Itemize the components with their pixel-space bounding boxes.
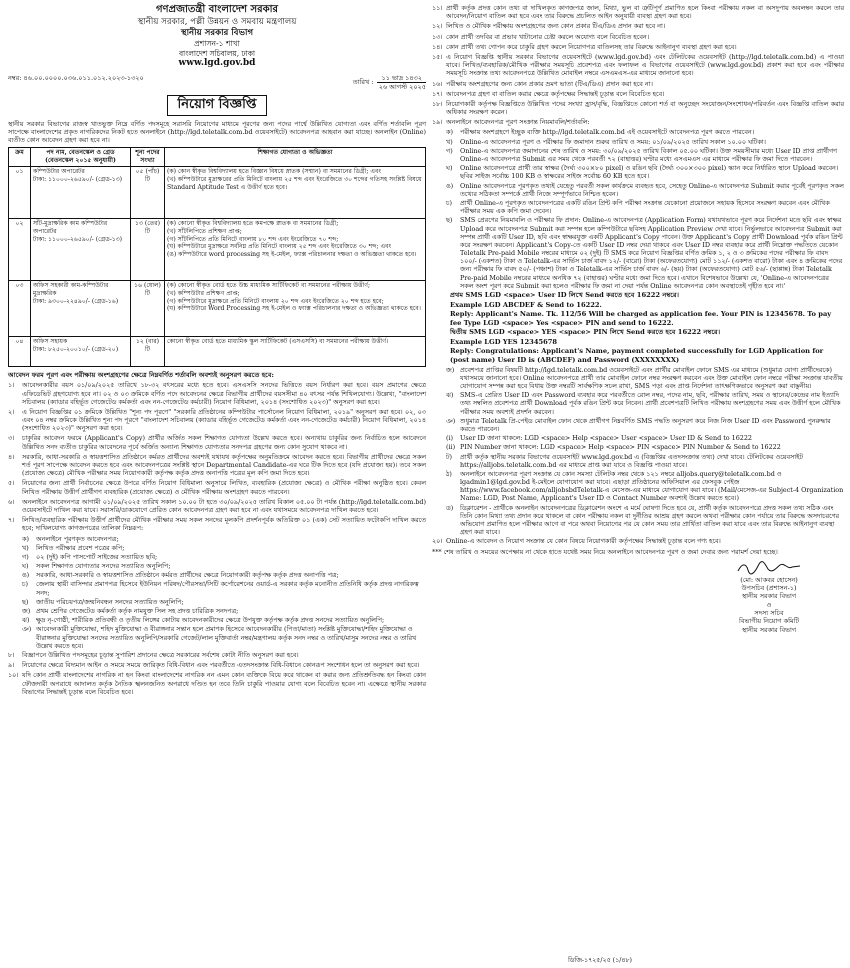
rule-item-number: ১৭। [432,89,443,98]
post-pay-scale: টাকা: ৮২৫০-২০০১০/- (গ্রেড-২০) [33,345,119,353]
qualification-line: (ঘ) কম্পিউটারে Word Processing সহ ই-মেইল ও ফ্যাক্স পরিচালনার দক্ষতা ও অভিজ্ঞতা থাকতে হবে। [167,305,421,313]
rule-item-text: আবেদনপত্র গ্রহণ বা বাতিল করার ক্ষেত্রে কর্তৃপক্ষের সিদ্ধান্তই চূড়ান্ত বলে বিবেচিত হবে। [446,89,665,98]
online-sub-item [432,504,844,537]
rule-item-text: কোন প্রার্থী তথ্য গোপন করে চাকুরি গ্রহণ করলে নিয়োগপত্র বাতিলসহ তার বিরুদ্ধে আইনানুগ ব্যবস্থা গ্রহণ করা হবে। [446,42,737,51]
online-rules-list [432,128,844,290]
post-qualification [165,218,426,280]
qualification-line: (ঘ) কম্পিউটারে মুদ্রাক্ষরে সর্বনিম্ন প্রতি মিনিটে বাংলায় ২৫ শব্দ এবং ইংরেজিতে ৩০ শব্দ; এবং [167,243,392,251]
rule7-sub-item-number: খ) [22,543,29,552]
sms-second-reply: Reply: Congratulations: Applicant's Name, payment completed successfully for LGD Application for (post name) User ID is (ABCDEF) and Password (XXXXXXXX) [450,347,824,365]
rule-item [8,453,426,478]
rule7-sub-item-number: চ) [22,580,28,589]
date-label: তারিখ : [352,78,374,87]
rule7-sub-item-text: লিখিত পরীক্ষার প্রবেশ পত্রের কপি; [36,543,125,552]
rule-item-number: ৩। [8,434,15,443]
rule-item-text: আবেদনকারীর বয়স ০১/০৯/২০২৫ তারিখে ১৮-৩২ বৎসরের মধ্যে হতে হবে। এসএসসি সনদের ভিত্তিতে বয়স নির্ধারণ করা হবে। বয়স প্রমাণের ক্ষেত্রে এফিডেভিট গ্রহণযোগ্য হবে না। ০২ ও ০৩ ক্রমিকে বর্ণিত পদে আবেদনের ক্ষেত্রে বিভাগীয় প্রার্থীদের বয়সসীমা ৪০ বৎসর পর্যন্ত শিথিলযোগ্য। উল্লেখ্য, "বাংলাদেশ সচিবালয় (ক্যাডার বহির্ভূত গেজেটেড কর্মকর্তা এবং নন-গেজেটেড কর্মচারী) নিয়োগ বিধিমালা, ২০১৪ (সংশোধিত ২০২৩)" অনুসরণ করা হবে। [22,381,426,406]
signature-block [694,560,844,634]
online-sub-item [432,216,844,290]
rule7-sub-item-number: গ) [22,552,29,561]
signatory-designation-5: স্থানীয় সরকার বিভাগ [741,625,797,634]
online-sub-item [432,470,844,503]
qualification-line: (ক) কোনো স্বীকৃত বোর্ড হতে উচ্চ মাধ্যমিক সার্টিফিকেট বা সমমানের পরীক্ষায় উত্তীর্ণ; [167,281,371,289]
qualification-line: কোনো স্বীকৃত বোর্ড হতে মাধ্যমিক স্কুল সার্টিফিকেট (এসএসসি) বা সমমানের পরীক্ষায় উত্তীর্ণ। [167,337,389,345]
post-vacancy-count: ১৩ (তের) টি [131,218,165,280]
rule7-sub-item [8,553,426,561]
rule7-sub-item-text: ০২ (দুই) কপি পাসপোর্ট সাইজের সত্যায়িত ছবি; [36,552,158,561]
online-sub-item-text: শুধুমাত্র Teletalk প্রি-পেইড মোবাইল ফোন থেকে প্রার্থীগণ নিম্নবর্ণিত SMS পদ্ধতি অনুসরণ করে নিজ নিজ User ID এবং Password পুনরুদ্ধার করতে পারবেন। [460,416,831,433]
rule-item-text: লিখিত/ব্যবহারিক পরীক্ষায় উত্তীর্ণ প্রার্থীদের মৌখিক পরীক্ষার সময় সকল সনদের মূলকপি প্রদর্শনপূর্বক অতিরিক্ত ০১ (এক) সেট সত্যায়িত ফটোকপি দাখিল করতে হবে; দাখিলযোগ্য কাগজপত্রের তালিকা নিম্নরূপ: [22,516,426,533]
rule7-sub-item-number: ঞ) [22,625,32,634]
rule7-sub-item [8,535,426,543]
post-pay-scale: টাকা: ৯৩০০-২২৪৯০/- (গ্রেড-১৬) [33,297,119,305]
online-sub-item-number: ক) [446,128,453,137]
rule-item-number: ১২। [432,22,443,31]
col-header-post: পদ নাম, বেতনস্কেল ও গ্রেড (বেতনস্কেল ২০১৫ অনুযায়ী) [31,148,131,167]
recover-item-number: (ii) [446,443,456,452]
rule-item [8,479,426,495]
rule-item-number: ১৮। [432,99,443,108]
rule-item [432,100,844,116]
date-bangla: ১১ ভাদ্র ১৪৩২ [377,74,426,83]
post-name: সাঁট-মুদ্রাক্ষরিক কাম কম্পিউটার অপারেটর [33,219,108,235]
rule-item-text: সরকারি, আধা-সরকারি ও স্বায়ত্তশাসিত প্রতিষ্ঠানে কর্মরত প্রার্থীদের অবশ্যই যথাযথ কর্তৃপক্ষের অনুমতিক্রমে আবেদন করতে হবে। বিভাগীয় প্রার্থীদের ক্ষেত্রে সকল শর্ত পূরণ সাপেক্ষে আবেদন করতে হবে এবং আবেদনপত্রের সংশ্লিষ্ট স্থানে Departmental Candidate-এর ঘরে টিক দিতে হবে (যদি প্রযোজ্য হয়)। তবে সকল (প্রযোজ্য ক্ষেত্রে) মৌখিক পরীক্ষার সময় নিয়োগকারী কর্তৃপক্ষ কর্তৃক প্রদত্ত অনাপত্তি পত্রের মূল কপি জমা দিতে হবে। [22,452,426,478]
rule7-sub-item-text: প্রথম শ্রেণির গেজেটেড কর্মকর্তা কর্তৃক নামযুক্ত সিল সহ প্রদত্ত চারিত্রিক সনদপত্র; [36,607,239,616]
signatory-name: (মো: আকবর হোসেন) [740,575,798,584]
online-sub-item [432,417,844,433]
online-sub-item-number: ঞ) [446,416,456,425]
signatory-designation-4: বিভাগীয় নিয়োগ কমিটি [738,617,800,626]
online-sub-item-text: প্রবেশপত্র প্রাপ্তির বিষয়টি http://lgd.teletalk.com.bd ওয়েবসাইটে এবং প্রার্থীর মোবাইল ফোনে SMS এর মাধ্যমে (শুধুমাত্র যোগ্য প্রার্থীদেরকে) যথাসময়ে জানানো হবে। Online আবেদনপত্রে প্রার্থী তার মোবাইল ফোনে নম্বর সংরক্ষণ করবেন এবং উক্ত মোবাইল ফোন নম্বরে পরীক্ষা সংক্রান্ত যাবতীয় যোগাযোগ সম্পন্ন করা হবে বিধায় উক্ত নম্বরটি সার্বক্ষণিক সচল রাখা, SMS পড়া এবং প্রাপ্ত নির্দেশনা তাৎক্ষণিকভাবে অনুসরণ করা বাঞ্ছনীয়। [460,365,843,390]
note: *** শেষ তারিখ ও সময়ের অপেক্ষায় না থেকে হাতে যথেষ্ট সময় নিয়ে অনলাইনে আবেদনপত্র পূরণ ও জমা দেবার জন্য পরামর্শ দেয়া হচ্ছে। [432,547,778,556]
right-rules-list [432,4,844,126]
rule-item-number: ৬। [8,497,15,506]
rule-item-number: ১৯। [432,118,443,127]
rule-item [8,671,426,696]
date-english: ২৬ আগস্ট ২০২৫ [378,82,426,91]
rule-item-text: পরীক্ষায় অংশগ্রহণের জন্য কোন প্রকার ভ্রমণ ভাতা (টিএ/ডিএ) প্রদান করা হবে না। [446,79,653,88]
rule-item-number: ২। [8,407,15,416]
rule-item-number: ১৪। [432,42,443,51]
rule-item [8,651,426,659]
qualification-line: (গ) সাঁটলিপিতে প্রতি মিনিটে বাংলায় ৮০ শব্দ এবং ইংরেজিতে ৭০ শব্দ; [167,235,339,243]
rule7-sub-item [8,562,426,570]
rule7-sub-item-number: ছ) [22,597,29,606]
online-sub-item-text: ডিক্লারেশন - প্রার্থীকে অনলাইন আবেদনপত্রের ডিক্লারেশন অংশে এ মর্মে ঘোষণা দিতে হবে যে, প্রার্থী কর্তৃক আবেদনপত্রে প্রদত্ত সকল তথ্য সঠিক এবং তিনি কোন মিথ্যা তথ্য প্রদান করে থাকলে বা কোন পরীক্ষায় নকল বা দুর্নীতির আশ্রয় গ্রহণ করলে অথবা পরীক্ষার কোন পর্যায়ে তার বিরুদ্ধে অসদাচরণের অভিযোগ প্রমাণিত হলে পরীক্ষার আগে বা পরে অথবা নিয়োগের পর যে কোন সময় তার প্রার্থিতা বাতিল করা যাবে এবং তার বিরুদ্ধে আইনানুগ ব্যবস্থা গ্রহণ করা যাবে। [460,503,840,537]
rule-item-number: ৪। [8,452,15,461]
rule-item [8,498,426,514]
rule7-sub-item [8,616,426,624]
online-sub-item [432,453,844,469]
online-sub-item-text: Online আবেদনপত্রে প্রার্থী তার স্বাক্ষর (দৈর্ঘ্য ৩০০×৮০ pixel) ও রঙিন ছবি (দৈর্ঘ্য ৩০০×৩০০ pixel) স্ক্যান করে নির্ধারিত স্থানে Upload করবেন। ছবির সাইজ সর্বোচ্চ 100 KB ও স্বাক্ষরের সাইজ সর্বোচ্চ 60 KB হতে হবে। [460,164,839,181]
rule-item [8,408,426,433]
division-name: স্থানীয় সরকার বিভাগ [180,27,254,38]
rule-item-text: যদি কোন প্রার্থী বাংলাদেশের নাগরিক না হন কিংবা বাংলাদেশের নাগরিক নন এমন কোন ব্যক্তিকে বিয়ে করে থাকেন বা করার জন্য প্রতিশ্রুতিবদ্ধ হন কিংবা কোন ফৌজদারী অপরাধে আদালত কর্তৃক নৈতিক স্খলনজনিত অপরাধে দণ্ডিত হন তবে তিনি চাকুরি পাওয়ার যোগ্য বলে বিবেচিত হবেন না। এক্ষেত্রে স্থানীয় সরকার বিভাগের সিদ্ধান্তই চূড়ান্ত বলে বিবেচিত হবে। [22,671,426,696]
online-sub-item [432,391,844,416]
online-sub-item-text: Online-এ আবেদনপত্র জমাদানের শেষ তারিখ ও সময়: ৩০/০৯/২০২৫ তারিখ বিকাল ০৫.০০ ঘটিকা। উক্ত সময়সীমার মধ্যে User ID প্রাপ্ত প্রার্থীগণ Online-এ আবেদনপত্র Submit এর সময় থেকে পরবর্তী ৭২ (বাহাত্তর) ঘণ্টার মধ্যে এসএমএস এর মাধ্যমে পরীক্ষার ফি জমা দিতে পারবেন। [460,146,838,163]
rule-item-number: ৫। [8,479,15,488]
rule7-sub-item-number: ক) [22,534,29,543]
col-header-count: শূন্য পদের সংখ্যা [131,148,165,167]
post-qualification [165,166,426,218]
govt-name: গণপ্রজাতন্ত্রী বাংলাদেশ সরকার [156,4,278,15]
post-pay-scale: টাকা: ১১০০০-২৬৫৯০/- (গ্রেড-১৩) [33,175,123,183]
online-sub-item-number: ঝ) [446,391,454,400]
rule-item-text: অনলাইনে আবেদনপত্র আগামী ০১/০৯/২০২৫ তারিখ সকাল ১০.০০ টা হতে ৩০/০৯/২০২৫ তারিখ বিকাল ০৫.০০ টা পর্যন্ত (http://lgd.teletalk.com.bd) ওয়েবসাইটে দাখিল করা যাবে। সরাসরি/ডাকযোগে প্রেরিত কোন আবেদনপত্র গ্রহণ করা হবে না এবং যথাসময়ে আবেদনপত্র দাখিল করতে হবে। [22,497,426,514]
online-sub-item-number: ড) [446,503,454,512]
sms-second-label: দ্বিতীয় SMS LGD <space> YES <space> PIN লিখে Send করতে হবে 16222 নম্বরে। [450,328,721,337]
online-sub-item [432,147,844,163]
table-row [9,280,426,336]
online-sub-item-number: গ) [446,146,453,155]
post-vacancy-count: ১২ (বার) টি [131,336,165,366]
rule-item-number: ১০। [8,671,19,680]
online-sub-item [432,138,844,146]
recover-item [432,434,844,442]
recover-list [432,434,844,451]
rule-item [432,4,844,20]
online-sub-item-number: খ) [446,137,453,146]
online-rules-list-c [432,453,844,537]
rule7-sub-item-text: জাতীয় পরিচয়পত্র/জন্মনিবন্ধন সনদের সত্যায়িত অনুলিপি; [36,597,184,606]
online-sub-item-number: ঘ) [446,164,453,173]
rule7-sub-item-number: জ) [22,607,31,616]
post-serial: ০১ [9,166,31,218]
notice-title: নিয়োগ বিজ্ঞপ্তি [167,95,268,116]
rules-list [8,381,426,532]
rule-item-number: ৯। [8,661,15,670]
rule7-sub-item-text: ক্ষুদ্র নৃ-গোষ্ঠী, শারীরিক প্রতিবন্ধী ও তৃতীয় লিঙ্গের কোটায় আবেদনকারীদের ক্ষেত্রে উপযুক্ত কর্তৃপক্ষ কর্তৃক প্রদত্ত সনদের সত্যায়িত অনুলিপি; [36,616,385,625]
table-row [9,336,426,366]
rule7-sub-item [8,544,426,552]
rule-item-number: ১। [8,381,15,390]
online-sub-item-text: প্রার্থী Online-এ পূরণকৃত আবেদনপত্রের একটি রঙিন প্রিন্ট কপি পরীক্ষা সংক্রান্ত যেকোনো প্রয়োজনে সহায়ক হিসেবে সংরক্ষণ করবেন এবং মৌখিক পরীক্ষার সময় এক কপি জমা দেবেন। [460,198,830,216]
posts-table [8,147,426,367]
online-rules-list-b [432,366,844,434]
qualification-line: (খ) কম্পিউটারে মুদ্রাক্ষরের প্রতি মিনিটে বাংলায় ২৫ শব্দ এবং ইংরেজিতে ৩০ শব্দের গতিসহ সংশ্লিষ্ট বিষয়ে Standard Aptitude Test এ উত্তীর্ণ হতে হবে। [167,175,422,191]
rule7-sub-item-text: সকল শিক্ষাগত যোগ্যতার সনদের সত্যায়িত অনুলিপি; [36,562,171,571]
rule-item-number: ১১। [432,4,443,12]
notice-title-bar [8,95,426,116]
table-row [9,166,426,218]
rule-item [8,434,426,450]
table-row [9,218,426,280]
sms-first-example: Example LGD ABCDEF & Send to 16222. [450,300,602,309]
online-sub-item-text: অনলাইনে আবেদনপত্র পূরণ সংক্রান্ত যে কোন সমস্যা টেলিটক নম্বর থেকে ১২১ নম্বরে alljobs.query@teletalk.com.bd ও lgadmin1@lgd.gov.bd ই-মেইলে যোগাযোগ করা যাবে। এছাড়া প্রতিষ্ঠানের অফিসিয়াল এর ফেসবুক পেইজ https://www.facebook.com/alljobsbdTeletalk-এ মেসেজ-এর মাধ্যমে যোগাযোগ করা যাবে। (Mail/মেসেজ-এর Subject-4 Organization Name: LGD, Post Name, Applicant's User ID ও Contact Number অবশ্যই উল্লেখ করতে হবে।) [460,469,844,503]
rule7-sub-item [8,571,426,579]
rule-item-number: ২০। [432,537,443,546]
post-name: অফিস সহকারী কাম-কম্পিউটার মুদ্রাক্ষরিক [33,281,109,297]
online-sub-item-number: ট) [446,452,452,461]
rule-item [432,53,844,78]
website: www.lgd.gov.bd [178,57,256,68]
signature-icon [734,560,804,576]
qualification-line: (ক) কোন স্বীকৃত বিশ্ববিদ্যালয় হতে বিজ্ঞান বিষয়ে স্নাতক (সম্মান) বা সমমানের ডিগ্রী; এবং [167,167,381,175]
post-qualification [165,280,426,336]
rule-item-text: বিজ্ঞাপনে উল্লিখিত পদসমূহের চূড়ান্ত সুপারিশ প্রদানের ক্ষেত্রে সরকারের সর্বশেষ কোটা নীতি অনুসরণ করা হবে। [22,650,299,659]
rule-item-text: এ নিয়োগ বিজ্ঞপ্তি স্থানীয় সরকার বিভাগের ওয়েবসাইটে (www.lgd.gov.bd) এবং টেলিটকের ওয়েবসাইট (http://lgd.teletalk.com.bd) এ পাওয়া যাবে। লিখিত/ব্যবহারিক/মৌখিক পরীক্ষার সময়সূচি প্রবেশপত্র এবং ফলাফল এ বিভাগের ওয়েবসাইটে (www.lgd.gov.bd) প্রকাশ করা হবে এবং পরীক্ষার সময়সূচি সংক্রান্ত তথ্য আবেদনপত্রে উল্লিখিত মোবাইল নম্বরে এসএমএস-এর মাধ্যমে জানানো হবে। [446,52,844,78]
recover-item-number: (i) [446,434,454,443]
rule-item-number: ১৩। [432,32,443,41]
online-sub-item-number: ঙ) [446,181,454,190]
rules-list-b [8,651,426,696]
post-pay-scale: টাকা: ১১০০০-২৬৫৯০/- (গ্রেড-১৩) [33,235,123,243]
col-header-qualification: শিক্ষাগত যোগ্যতা ও অভিজ্ঞতা [165,148,426,167]
qualification-line: (ঙ) কম্পিউটারে word processing সহ ই-মেইল, ফ্যাক্স পরিচালনার দক্ষতা ও অভিজ্ঞতা থাকতে হবে। [167,251,417,259]
date-box [377,74,426,92]
rules-heading: আবেদন ফরম পূরণ এবং পরীক্ষায় অংশগ্রহণের ক্ষেত্রে নিম্নবর্ণিত শর্তাবলি অবশ্যই অনুসরণ করতে হবে: [8,370,274,379]
sms-second-example: Example LGD YES 12345678 [450,337,558,346]
footer-code: ডিজি-১৭২৫/২৫ (১/৪৮) [568,957,632,964]
online-sub-item-text: Online আবেদনপত্রে পূরণকৃত তথ্যই যেহেতু পরবর্তী সকল কার্যক্রমে ব্যবহৃত হবে, সেহেতু Online-এ আবেদনপত্র Submit করার পূর্বেই পূরণকৃত সকল তথ্যের সঠিকতা সম্পর্কে প্রার্থী নিজে সম্পূর্ণভাবে নিশ্চিত হবেন। [460,181,844,198]
rule-item-text: প্রার্থী কর্তৃক প্রদত্ত কোন তথ্য বা দাখিলকৃত কাগজপত্র জাল, মিথ্যা, ভুল বা ত্রুটিপূর্ণ প্রমাণিত হলে কিংবা পরীক্ষায় নকল বা অসদুপায় অবলম্বন করলে তার আবেদন/নিয়োগ বাতিল করা হবে এবং তার বিরুদ্ধে প্রচলিত আইন অনুযায়ী ব্যবস্থা গ্রহণ করা হবে। [446,4,844,21]
qualification-line: (খ) সাঁটলিপিতে প্রশিক্ষণ প্রাপ্ত; [167,227,242,235]
signatory-and: ও [766,600,772,609]
rule-item-text: নিয়োগের জন্য প্রার্থী নির্বাচনের ক্ষেত্রে উপরে বর্ণিত নিয়োগ বিধিমালা অনুসারে লিখিত, ব্যবহারিক (প্রযোজ্য ক্ষেত্রে) ও মৌখিক পরীক্ষা অনুষ্ঠিত হবে। কেবল লিখিত পরীক্ষায় উত্তীর্ণ প্রার্থীগণ ব্যবহারিক (প্রযোজ্য ক্ষেত্রে) ও মৌখিক পরীক্ষায় অংশগ্রহণ করতে পারবেন। [22,479,426,496]
post-serial: ০৩ [9,280,31,336]
sms-first-reply: Reply: Applicant's Name. Tk. 112/56 Will be charged as application fee. Your PIN is 12345678. To pay fee Type LGD <space> Yes <space> PIN and send to 16222. [450,310,832,327]
rule7-sublist [8,535,426,650]
right-rules-list-b [432,537,844,545]
rule-item-number: ৭। [8,516,15,525]
rule-item [432,22,844,30]
rule-item [432,118,844,126]
memo-number: নম্বর: ৪৬.০০.০০০০.০৩৬.০১১.০১২.২০২৩-১৩২০ [8,73,144,82]
online-sub-item-text: প্রার্থী কর্তৃক স্থানীয় সরকার বিভাগের ওয়েবসাইট www.lgd.gov.bd এ (বিজ্ঞপ্তির এতদসংক্রান্ত তথ্য) দেখা যাবে। টেলিটকের ওয়েবসাইট https://alljobs.teletalk.com.bd এর মাধ্যমে প্রাপ্ত করা যাবে ও বিজ্ঞপ্তি পাওয়া যাবে। [460,452,803,469]
rule-item [8,381,426,406]
post-serial: ০৪ [9,336,31,366]
online-sub-item-text: SMS প্রেরণের নিয়মাবলি ও পরীক্ষার ফি প্রদান: Online-এ আবেদনপত্র (Application Form) যথাযথভাবে পূরণ করে নির্দেশনা মতে ছবি এবং স্বাক্ষর Upload করে আবেদনপত্র Submit করা সম্পন্ন হলে কম্পিউটারে ছবিসহ Application Preview দেখা যাবে। নির্ভুলভাবে আবেদনপত্র Submit করা সম্পন্ন প্রার্থী একটি User ID, ছবি এবং স্বাক্ষরযুক্ত একটি Applicant's Copy পাবেন। উক্ত Applicant's Copy প্রার্থী Download পূর্বক রঙিন প্রিন্ট করে সংরক্ষণ করবেন। Applicant's Copy-তে একটি User ID নম্বর দেয়া থাকবে এবং User ID নম্বর ব্যবহার করে প্রার্থী নিম্নোক্ত পদ্ধতিতে যেকোন Teletalk Pre-paid Mobile নম্বরের মাধ্যমে ০২ (দুই) টি SMS করে নিয়োগ বিজ্ঞপ্তির বর্ণিত ক্রমিক ১, ২ ও ৩ ক্রমিকের পদের পরীক্ষার ফি বাবদ ১০০/- (একশত) টাকা ও Teletalk-এর সার্ভিস চার্জ বাবদ ১২/- (বারো) টাকা (অফেরতযোগ্য) মোট ১১২/- (একশত বারো) টাকা এবং ৪ ক্রমিকের পদের জন্য পরীক্ষার ফি বাবদ ৫০/- (পঞ্চাশ) টাকা ও Teletalk-এর সার্ভিস চার্জ বাবদ ৬/- (ছয়) টাকা (অফেরতযোগ্য) মোট ৫৬/- (ছাপ্পান্ন) টাকা Teletalk Pre-paid Mobile নম্বরের মাধ্যমে অনধিক ৭২ (বাহাত্তর) ঘণ্টার মধ্যে জমা দিতে হবে। এখানে বিশেষভাবে উল্লেখ্য যে, 'Online-এ আবেদনপত্রের সকল অংশ পূরণ করে Submit করা হলেও পরীক্ষার ফি জমা না দেয়া পর্যন্ত Online আবেদনপত্র কোন অবস্থাতেই গৃহীত হবে না।' [460,216,843,290]
post-cell [31,280,131,336]
online-sub-item-number: জ) [446,365,455,374]
online-sub-item [432,164,844,180]
rule7-sub-item-text: অনলাইনে পূরণকৃত আবেদনপত্র; [36,534,119,543]
rule-item [432,80,844,88]
rule7-sub-item [8,598,426,606]
rule-item-number: ১৫। [432,52,443,61]
rule-item [432,33,844,41]
ministry-name: স্থানীয় সরকার, পল্লী উন্নয়ন ও সমবায় মন্ত্রণালয় [137,16,297,27]
online-sub-item [432,128,844,136]
col-header-sl: ক্রম [9,148,31,167]
qualification-line: (খ) কম্পিউটার প্রশিক্ষণ প্রাপ্ত; [167,289,240,297]
table-header-row [9,148,426,167]
rule-item-number: ১৬। [432,79,443,88]
address: বাংলাদেশ সচিবালয়, ঢাকা [178,48,256,58]
post-vacancy-count: ০৫ (পাঁচ) টি [131,166,165,218]
signatory-designation-2: স্থানীয় সরকার বিভাগ [741,592,797,601]
rule-item-text: লিখিত ও মৌখিক পরীক্ষায় অংশগ্রহণের জন্য কোন প্রকার টিএ/ডিএ প্রদান করা হবে না। [446,22,666,31]
qualification-line: (ক) কোনো স্বীকৃত বিশ্ববিদ্যালয় হতে কমপক্ষে স্নাতক বা সমমানের ডিগ্রী; [167,219,339,227]
rule-item [432,90,844,98]
rule-item [8,516,426,532]
rule-item-text: নিয়োগকারী কর্তৃপক্ষ বিজ্ঞপ্তিতে উল্লিখিত পদের সংখ্যা হ্রাস/বৃদ্ধি, বিজ্ঞপ্তিতে কোনো শর্ত বা অনুচ্ছেদ সংযোজন/সংশোধন/পরিবর্তন এবং বিজ্ঞপ্তি বাতিল করার অধিকার সংরক্ষণ করেন। [446,99,844,117]
left-column [8,4,426,698]
rule7-sub-item-text: সরকারি, আধা-সরকারি ও স্বায়ত্তশাসিত প্রতিষ্ঠানে কর্মরত প্রার্থীদের ক্ষেত্রে নিয়োগকারী কর্তৃপক্ষ কর্তৃক প্রদত্ত অনাপত্তি পত্র; [36,571,339,580]
post-qualification [165,336,426,366]
sms-first-label: প্রথম SMS LGD <space> User ID লিখে Send করতে হবে 16222 নম্বরে। [450,291,680,299]
intro-paragraph: স্থানীয় সরকার বিভাগের রাজস্ব খাতভুক্ত নিম্নে বর্ণিত পদসমূহে সরাসরি নিয়োগের মাধ্যমে পূরণের জন্য পদের পার্শ্বে উল্লিখিত যোগ্যতা এবং বর্ণিত শর্তাবলি পূরণ সাপেক্ষে বাংলাদেশের প্রকৃত নাগরিকদের নিকট হতে অনলাইনে (http://lgd.teletalk.com.bd ওয়েবসাইটে) আবেদনপত্র আহবান করা যাচ্ছে। অনলাইন (Online) ব্যতীত কোন আবেদন গ্রহণ করা হবে না। [8,119,426,145]
rule-item-text: চাকুরির আবেদন ফরমে (Applicant's Copy) প্রার্থীর অর্জিত সকল শিক্ষাগত যোগ্যতা উল্লেখ করতে হবে। অন্যথায় চাকুরির জন্য নির্বাচিত হলে আবেদনে উল্লিখিত সনদ ব্যতীত চাকুরির আবেদনের পূর্বে অর্জিত অন্যান্য শিক্ষাগত যোগ্যতার সনদপত্র গ্রহণের জন্য কোন সুযোগ থাকবে না। [22,434,426,451]
post-cell [31,166,131,218]
letterhead [8,4,426,70]
post-name: অফিস সহায়ক [33,337,68,345]
post-cell [31,336,131,366]
online-sub-item-text: SMS-এ প্রেরিত User ID এবং Password ব্যবহার করে পরবর্তীতে রোল নম্বর, পদের নাম, ছবি, পরীক্ষার তারিখ, সময় ও স্থানের/কেন্দ্রের নাম ইত্যাদি তথ্য সম্বলিত প্রবেশপত্র প্রার্থী Download পূর্বক রঙিন প্রিন্ট করে নিবেন। প্রার্থী প্রবেশপত্রটি লিখিত পরীক্ষায় অংশগ্রহণের সময় এবং উত্তীর্ণ হলে মৌখিক পরীক্ষার সময় অবশ্যই প্রদর্শন করবেন। [460,391,841,416]
recover-item-text: PIN Number জানা থাকলে: LGD <space> Help <space> PIN <space> PIN Number & Send to 16222 [460,443,781,452]
rule7-sub-item-text: আবেদনকারী মুক্তিযোদ্ধা, শহিদ মুক্তিযোদ্ধা ও বীরাঙ্গনার সন্তান হলে প্রমাণক হিসেবে আবেদনকারীর (পিতা/মাতা) সংশ্লিষ্ট মুক্তিযোদ্ধা/শহিদ মুক্তিযোদ্ধা ও বীরাঙ্গনার মুক্তিযোদ্ধা সনদের সত্যায়িত অনুলিপি/সরকারি গেজেট/লাল মুক্তিবার্তা নম্বর/মন্ত্রণালয় কর্তৃক সনদ নম্বর ও তারিখ/মাসুম সনদের নম্বর ও তারিখ উল্লেখ করতে হবে। [36,625,417,650]
rule-item [432,537,844,545]
recover-item [432,443,844,451]
branch-name: প্রশাসন-১ শাখা [194,38,240,48]
recover-item-text: User ID জানা থাকলে: LGD <space> Help <space> User <space> User ID & Send to 16222 [460,434,752,443]
rule-item-text: কোন প্রার্থী তদবির বা প্রভাব খাটানোর চেষ্টা করলে অযোগ্য বলে বিবেচিত হবেন। [446,32,649,41]
post-serial: ০২ [9,218,31,280]
online-sub-item-number: চ) [446,198,452,207]
rule7-sub-item [8,607,426,615]
rule-item-text: নিয়োগের ক্ষেত্রে বিদ্যমান আইন ও সময়ে সময়ে জারিকৃত বিধি-বিধান এবং পরবর্তীতে এতদসংক্রান্ত বিধি-বিধানে কোনরূপ সংশোধন হলে তা অনুসরণ করা হবে। [22,661,420,670]
online-sub-item-number: ছ) [446,216,453,225]
rule7-sub-item-number: ঘ) [22,562,29,571]
qualification-line: (গ) কম্পিউটারে মুদ্রাক্ষরে প্রতি মিনিটে বাংলায় ২০ শব্দ এবং ইংরেজিতে ২০ শব্দ হতে হবে; [167,297,384,305]
online-sub-item [432,199,844,215]
online-sub-item [432,182,844,198]
rule-item-text: এ নিয়োগ বিজ্ঞপ্তির ০১ ক্রমিকে উল্লিখিত "শূন্য পদ পূরণে" "সরকারি প্রতিষ্ঠানের কম্পিউটার পার্সোনেল নিয়োগ বিধিমালা, ২০১৯" অনুসরণ করা হবে। ০২, ০৩ এবং ০৪ নম্বর ক্রমিকে উল্লিখিত শূন্য পদ পূরণে "বাংলাদেশ সচিবালয় (ক্যাডার বহির্ভূত গেজেটেড কর্মকর্তা এবং নন-গেজেটেড কর্মচারী) নিয়োগ বিধিমালা, ২০১৪ (সংশোধিত ২০২৩)" অনুসরণ করা হবে। [22,407,426,433]
online-sub-item-text: Online-এ আবেদনপত্র পূরণ ও পরীক্ষার ফি জমাদান শুরুর তারিখ ও সময়: ০১/০৯/২০২৫ তারিখ সকাল ১০.০০ ঘটিকা। [460,137,766,146]
online-sub-item [432,366,844,391]
post-cell [31,218,131,280]
online-sub-item-number: ঠ) [446,469,452,478]
rule7-sub-item [8,580,426,596]
rule7-sub-item-text: জেলায় স্থায়ী বাসিন্দার প্রমাণপত্র হিসেবে ইউনিয়ন পরিষদ/পৌরসভা/সিটি কর্পোরেশনের ওয়ার্ড-এ সরকার কর্তৃক মনোনীত প্রতিনিধি কর্তৃক প্রদত্ত নাগরিকত্ব সনদ; [36,580,419,597]
memo-row [8,74,426,92]
rule7-sub-item [8,625,426,650]
rule7-sub-item-number: ঙ) [22,571,30,580]
post-name: কম্পিউটার অপারেটর [33,167,85,175]
signatory-designation-3: সদস্য সচিব [754,609,784,617]
rule-item [432,43,844,51]
rule7-sub-item-number: ঝ) [22,616,30,625]
online-sub-item-text: পরীক্ষায় অংশগ্রহণে ইচ্ছুক ব্যক্তি http://lgd.teletalk.com.bd এই ওয়েবসাইটে আবেদনপত্র পূরণ করতে পারবেন। [460,128,754,137]
post-vacancy-count: ১৬ (ষোল) টি [131,280,165,336]
rule-item-text: অনলাইনে আবেদনপত্র পূরণ সংক্রান্ত নিয়মাবলি/শর্তাবলি: [446,118,590,127]
right-column [432,4,844,634]
rule-item [8,661,426,669]
signatory-designation-1: উপসচিব (প্রশাসন-১) [741,584,797,593]
rule-item-number: ৮। [8,650,15,659]
rule-item-text: Online-এ আবেদন ও নিয়োগ সংক্রান্ত যে কোন বিষয়ে নিয়োগকারী কর্তৃপক্ষের সিদ্ধান্তই চূড়ান্ত বলে গণ্য হবে। [446,537,721,546]
